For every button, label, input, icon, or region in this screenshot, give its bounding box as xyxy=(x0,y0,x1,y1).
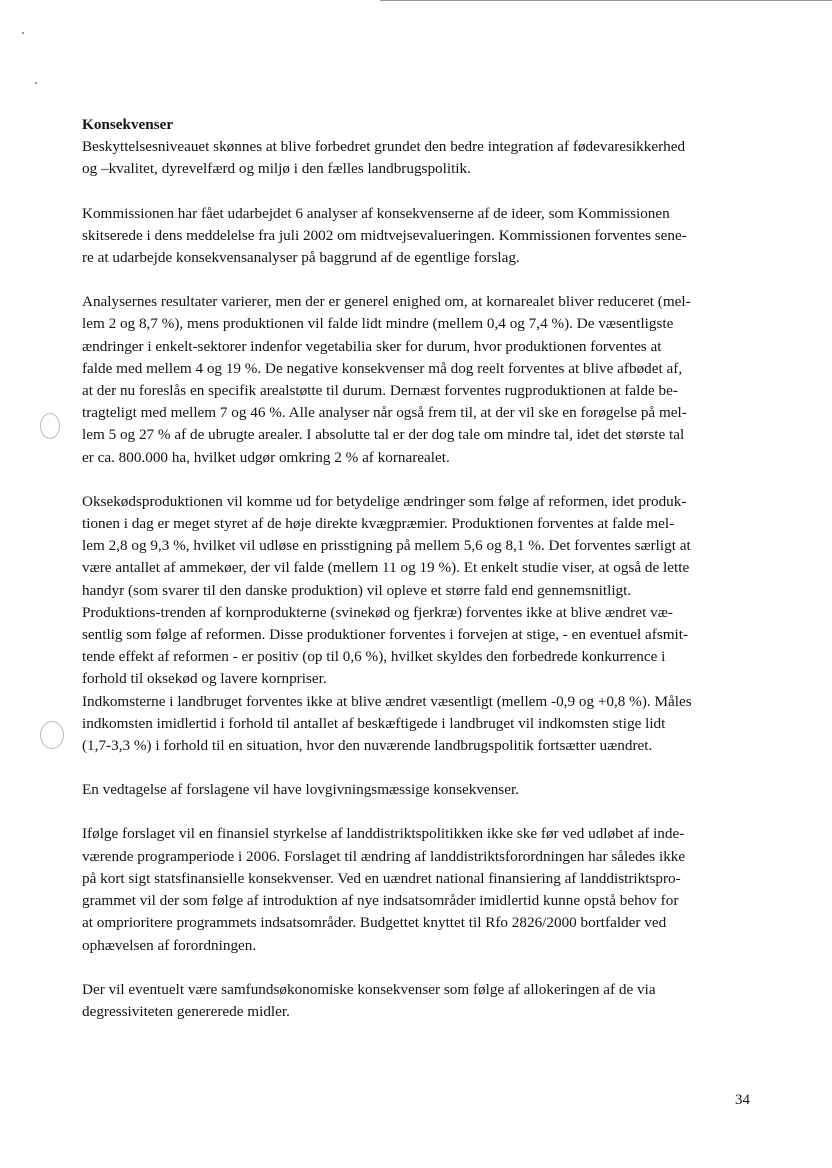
paragraph xyxy=(82,491,758,757)
text-line: at der nu foreslås en specifik arealstøtte til durum. Dernæst forventes rugproduktionen at falde be- xyxy=(82,382,678,400)
scan-speck xyxy=(35,82,37,84)
paragraph xyxy=(82,779,758,801)
text-line: re at udarbejde konsekvensanalyser på baggrund af de egentlige forslag. xyxy=(82,249,520,267)
paragraph-spacer xyxy=(82,801,758,823)
paragraph xyxy=(82,136,758,180)
text-line: ophævelsen af forordningen. xyxy=(82,936,257,954)
paragraph xyxy=(82,203,758,270)
text-line: (1,7-3,3 %) i forhold til en situation, hvor den nuværende landbrugspolitik fortsætter uændret. xyxy=(82,737,653,755)
text-line: på kort sigt statsfinansielle konsekvenser. Ved en uændret national finansiering af landdistriktspro- xyxy=(82,869,681,887)
text-line: Ifølge forslaget vil en finansiel styrkelse af landdistriktspolitikken ikke ske før ved udløbet af inde- xyxy=(82,825,685,843)
paragraph-spacer xyxy=(82,757,758,779)
text-line: værende programperiode i 2006. Forslaget til ændring af landdistriktsforordningen har således ikke xyxy=(82,847,686,865)
paragraph-container xyxy=(82,136,758,1023)
text-line: degressiviteten genererede midler. xyxy=(82,1002,290,1020)
text-line: grammet vil der som følge af introduktion af nye indsatsområder imidlertid kunne opstå behov for xyxy=(82,892,679,910)
text-line: Produktions-trenden af kornprodukterne (svinekød og fjerkræ) forventes ikke at blive ændret væ- xyxy=(82,603,673,621)
text-line: at omprioritere programmets indsatsområder. Budgettet knyttet til Rfo 2826/2000 bortfalder ved xyxy=(82,914,667,932)
text-line: lem 2,8 og 9,3 %, hvilket vil udløse en prisstigning på mellem 5,6 og 8,1 %. Det forventes særligt at xyxy=(82,537,691,555)
paragraph-spacer xyxy=(82,469,758,491)
page-number: 34 xyxy=(735,1092,750,1108)
paragraph-spacer xyxy=(82,957,758,979)
text-line: ændringer i enkelt-sektorer indenfor vegetabilia sker for durum, hvor produktionen forventes at xyxy=(82,337,662,355)
paragraph xyxy=(82,979,758,1023)
text-line: En vedtagelse af forslagene vil have lovgivningsmæssige konsekvenser. xyxy=(82,781,519,799)
text-line: Analysernes resultater varierer, men der er generel enighed om, at kornarealet bliver reduceret (mel- xyxy=(82,293,691,311)
text-line: Kommissionen har fået udarbejdet 6 analyser af konsekvenserne af de ideer, som Kommissionen xyxy=(82,204,670,222)
text-line: forhold til oksekød og lavere kornpriser. xyxy=(82,670,327,688)
text-line: Der vil eventuelt være samfundsøkonomiske konsekvenser som følge af allokeringen af de via xyxy=(82,980,656,998)
text-line: lem 5 og 27 % af de ubrugte arealer. I absolutte tal er der dog tale om mindre tal, idet det største tal xyxy=(82,426,685,444)
document-body xyxy=(82,114,758,1023)
text-line: falde med mellem 4 og 19 %. De negative konsekvenser må dog reelt forventes at blive afbødet af, xyxy=(82,359,683,377)
punch-hole-mark xyxy=(40,413,60,439)
scan-speck xyxy=(22,32,24,34)
text-line: handyr (som svarer til den danske produktion) vil opleve et større fald end gennemsnitligt. xyxy=(82,581,632,599)
text-line: og –kvalitet, dyrevelfærd og miljø i den fælles landbrugspolitik. xyxy=(82,160,471,178)
text-line: Oksekødsproduktionen vil komme ud for betydelige ændringer som følge af reformen, idet produk- xyxy=(82,492,687,510)
text-line: indkomsten imidlertid i forhold til antallet af beskæftigede i landbruget vil indkomsten stige lidt xyxy=(82,714,666,732)
text-line: skitserede i dens meddelelse fra juli 2002 om midtvejsevalueringen. Kommissionen forventes sene- xyxy=(82,226,687,244)
text-line: er ca. 800.000 ha, hvilket udgør omkring 2 % af kornarealet. xyxy=(82,448,450,466)
text-line: være antallet af ammekøer, der vil falde (mellem 11 og 19 %). Et enkelt studie viser, at også de lette xyxy=(82,559,690,577)
text-line: tragteligt med mellem 7 og 46 %. Alle analyser når også frem til, at der vil ske en forøgelse på mel- xyxy=(82,404,687,422)
text-line: tende effekt af reformen - er positiv (op til 0,6 %), hvilket skyldes den forbedrede konkurrence i xyxy=(82,648,666,666)
text-line: lem 2 og 8,7 %), mens produktionen vil falde lidt mindre (mellem 0,4 og 7,4 %). De væsentligste xyxy=(82,315,674,333)
paragraph-spacer xyxy=(82,269,758,291)
paragraph-spacer xyxy=(82,181,758,203)
paragraph xyxy=(82,291,758,469)
punch-hole-mark xyxy=(40,721,64,749)
section-heading: Konsekvenser xyxy=(82,116,174,133)
text-line: tionen i dag er meget styret af de høje direkte kvægpræmier. Produktionen forventes at falde mel- xyxy=(82,515,675,533)
paragraph xyxy=(82,823,758,956)
text-line: Beskyttelsesniveauet skønnes at blive forbedret grundet den bedre integration af fødevaresikkerhed xyxy=(82,138,686,156)
scan-edge-line xyxy=(380,0,832,1)
text-line: Indkomsterne i landbruget forventes ikke at blive ændret væsentligt (mellem -0,9 og +0,8 %). Måles xyxy=(82,692,692,710)
text-line: sentlig som følge af reformen. Disse produktioner forventes i forvejen at stige, - en eventuel afsmit- xyxy=(82,626,689,644)
